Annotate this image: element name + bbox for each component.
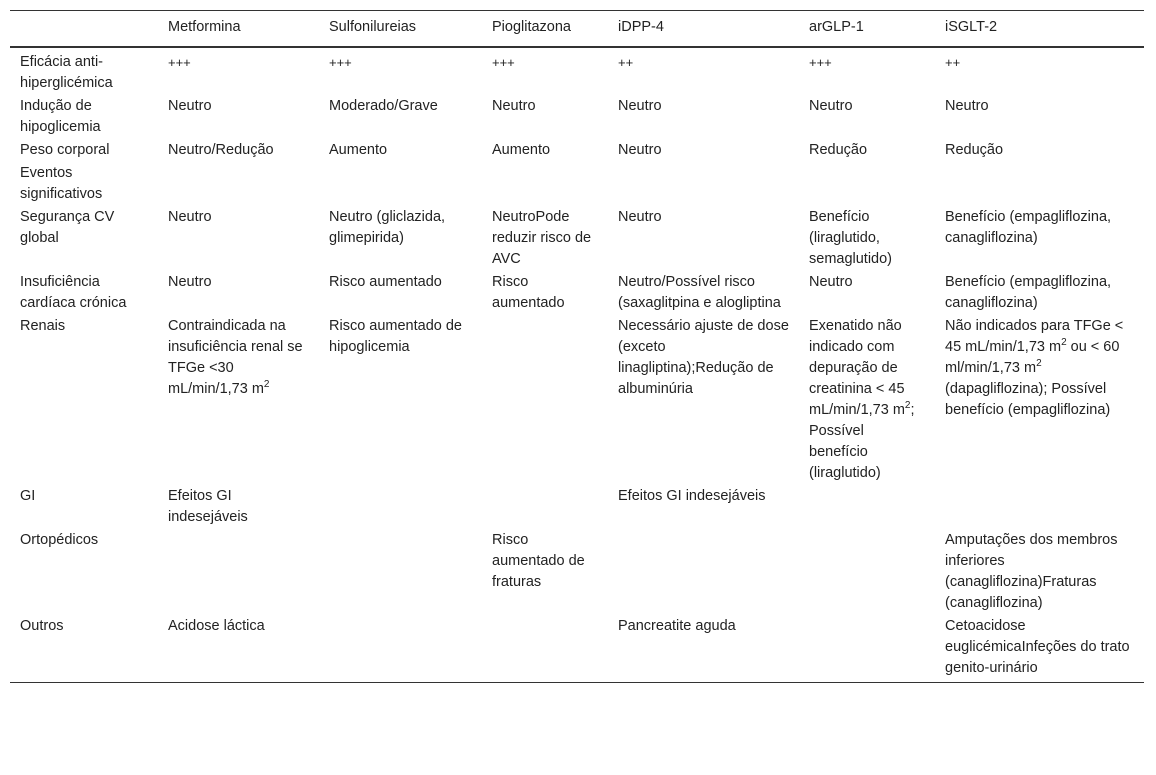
table-cell: Risco aumentado: [329, 274, 442, 290]
table-cell: Aumento: [329, 142, 388, 158]
superscript: 2: [1061, 337, 1067, 349]
table-cell: [799, 485, 935, 529]
header-sulfonilureias: Sulfonilureias: [329, 19, 417, 35]
row-label: Indução de hipoglicemia: [20, 98, 101, 135]
table-cell: [799, 615, 935, 683]
row-label: Outros: [20, 618, 64, 634]
table-row: [10, 162, 1144, 206]
table-cell: Benefício (empagliflozina, canagliflozina): [945, 274, 1112, 311]
table-cell: Amputações dos membros inferiores (canagliflozina)Fraturas (canagliflozina): [945, 532, 1118, 611]
table-row: [10, 615, 1144, 683]
table-row: [10, 271, 1144, 315]
table-cell: Neutro: [809, 274, 853, 290]
table-cell: Neutro: [168, 98, 212, 114]
table-cell: Neutro/Possível risco (saxaglitpina e alogliptina: [618, 274, 781, 311]
table-row: [10, 139, 1144, 162]
table-cell: [482, 615, 608, 683]
cell-text: ou < 60 ml/min/1,73 m: [945, 339, 1120, 376]
table-cell: Aumento: [492, 142, 551, 158]
row-label: Eventos significativos: [20, 165, 103, 202]
table-row: [10, 206, 1144, 271]
cell-text: (dapagliflozina); Possível benefício (empagliflozina): [945, 381, 1111, 418]
table-cell: [935, 315, 1144, 485]
table-cell: +++: [329, 55, 352, 70]
table-cell: Neutro (gliclazida, glimepirida): [329, 209, 446, 246]
table-cell: Neutro: [168, 274, 212, 290]
table-cell: [158, 529, 319, 615]
row-label: Insuficiência cardíaca crónica: [20, 274, 127, 311]
superscript: 2: [1036, 358, 1042, 370]
table-cell: Necessário ajuste de dose (exceto linagliptina);Redução de albuminúria: [618, 318, 789, 397]
table-cell: Neutro: [618, 209, 662, 225]
table-cell: Neutro/Redução: [168, 142, 274, 158]
table-cell: +++: [809, 55, 832, 70]
row-label: Eficácia anti-hiperglicémica: [20, 54, 113, 91]
table-row: [10, 315, 1144, 485]
table-cell: Redução: [945, 142, 1004, 158]
header-arglp1: arGLP-1: [809, 19, 864, 35]
table-cell: [608, 529, 799, 615]
cell-text: Exenatido não indicado com depuração de creatinina < 45 mL/min/1,73 m: [809, 318, 905, 418]
table-cell: Risco aumentado: [492, 274, 565, 311]
header-metformina: Metformina: [168, 19, 241, 35]
header-isglt2: iSGLT-2: [945, 19, 998, 35]
table-cell: [482, 162, 608, 206]
table-cell: [935, 485, 1144, 529]
header-cell-empty: [10, 11, 158, 48]
table-cell: Risco aumentado de fraturas: [492, 532, 585, 590]
header-idpp4: iDPP-4: [618, 19, 664, 35]
table-cell: Benefício (liraglutido, semaglutido): [809, 209, 893, 267]
table-cell: [158, 162, 319, 206]
superscript: 2: [904, 400, 911, 412]
table-cell: NeutroPode reduzir risco de AVC: [492, 209, 592, 267]
table-cell: Neutro: [618, 142, 662, 158]
table-cell: [799, 315, 935, 485]
table-cell: Moderado/Grave: [329, 98, 438, 114]
table-cell: ++: [945, 55, 961, 70]
superscript: 2: [263, 379, 270, 391]
header-pioglitazona: Pioglitazona: [492, 19, 571, 35]
comparison-table-container: [10, 10, 1144, 683]
table-cell: ++: [618, 55, 634, 70]
table-cell: Cetoacidose euglicémicaInfeções do trato genito-urinário: [945, 618, 1130, 676]
row-label: Renais: [20, 318, 66, 334]
table-cell: [799, 162, 935, 206]
table-cell: +++: [492, 55, 515, 70]
table-row: [10, 485, 1144, 529]
table-cell: [482, 485, 608, 529]
table-cell: Neutro: [492, 98, 536, 114]
table-cell: [158, 315, 319, 485]
table-cell: [608, 162, 799, 206]
cell-text: Contraindicada na insuficiência renal se TFGe <30 mL/min/1,73 m: [168, 318, 303, 397]
row-label: Peso corporal: [20, 142, 110, 158]
table-cell: [319, 529, 482, 615]
row-label: Segurança CV global: [20, 209, 115, 246]
table-row: [10, 95, 1144, 139]
table-cell: [935, 162, 1144, 206]
table-cell: Efeitos GI indesejáveis: [168, 488, 248, 525]
table-cell: Acidose láctica: [168, 618, 265, 634]
table-cell: Efeitos GI indesejáveis: [618, 488, 766, 504]
table-cell: Neutro: [809, 98, 853, 114]
table-cell: Pancreatite aguda: [618, 618, 736, 634]
table-cell: Benefício (empagliflozina, canagliflozina): [945, 209, 1112, 246]
table-cell: [319, 162, 482, 206]
table-cell: +++: [168, 55, 191, 70]
table-row: [10, 529, 1144, 615]
table-cell: Neutro: [618, 98, 662, 114]
table-cell: [482, 315, 608, 485]
cell-text: ; Possível benefício (liraglutido): [809, 402, 915, 481]
cell-text: Não indicados para TFGe < 45 mL/min/1,73 m: [945, 318, 1124, 355]
table-cell: [319, 615, 482, 683]
row-label: GI: [20, 488, 36, 504]
table-cell: [319, 485, 482, 529]
table-cell: Neutro: [945, 98, 989, 114]
table-cell: Neutro: [168, 209, 212, 225]
row-label: Ortopédicos: [20, 532, 99, 548]
table-cell: Risco aumentado de hipoglicemia: [329, 318, 462, 355]
table-row: [10, 47, 1144, 95]
table-cell: Redução: [809, 142, 868, 158]
table-cell: [799, 529, 935, 615]
table-header-row: [10, 11, 1144, 48]
antidiabetic-comparison-table: [10, 10, 1144, 683]
